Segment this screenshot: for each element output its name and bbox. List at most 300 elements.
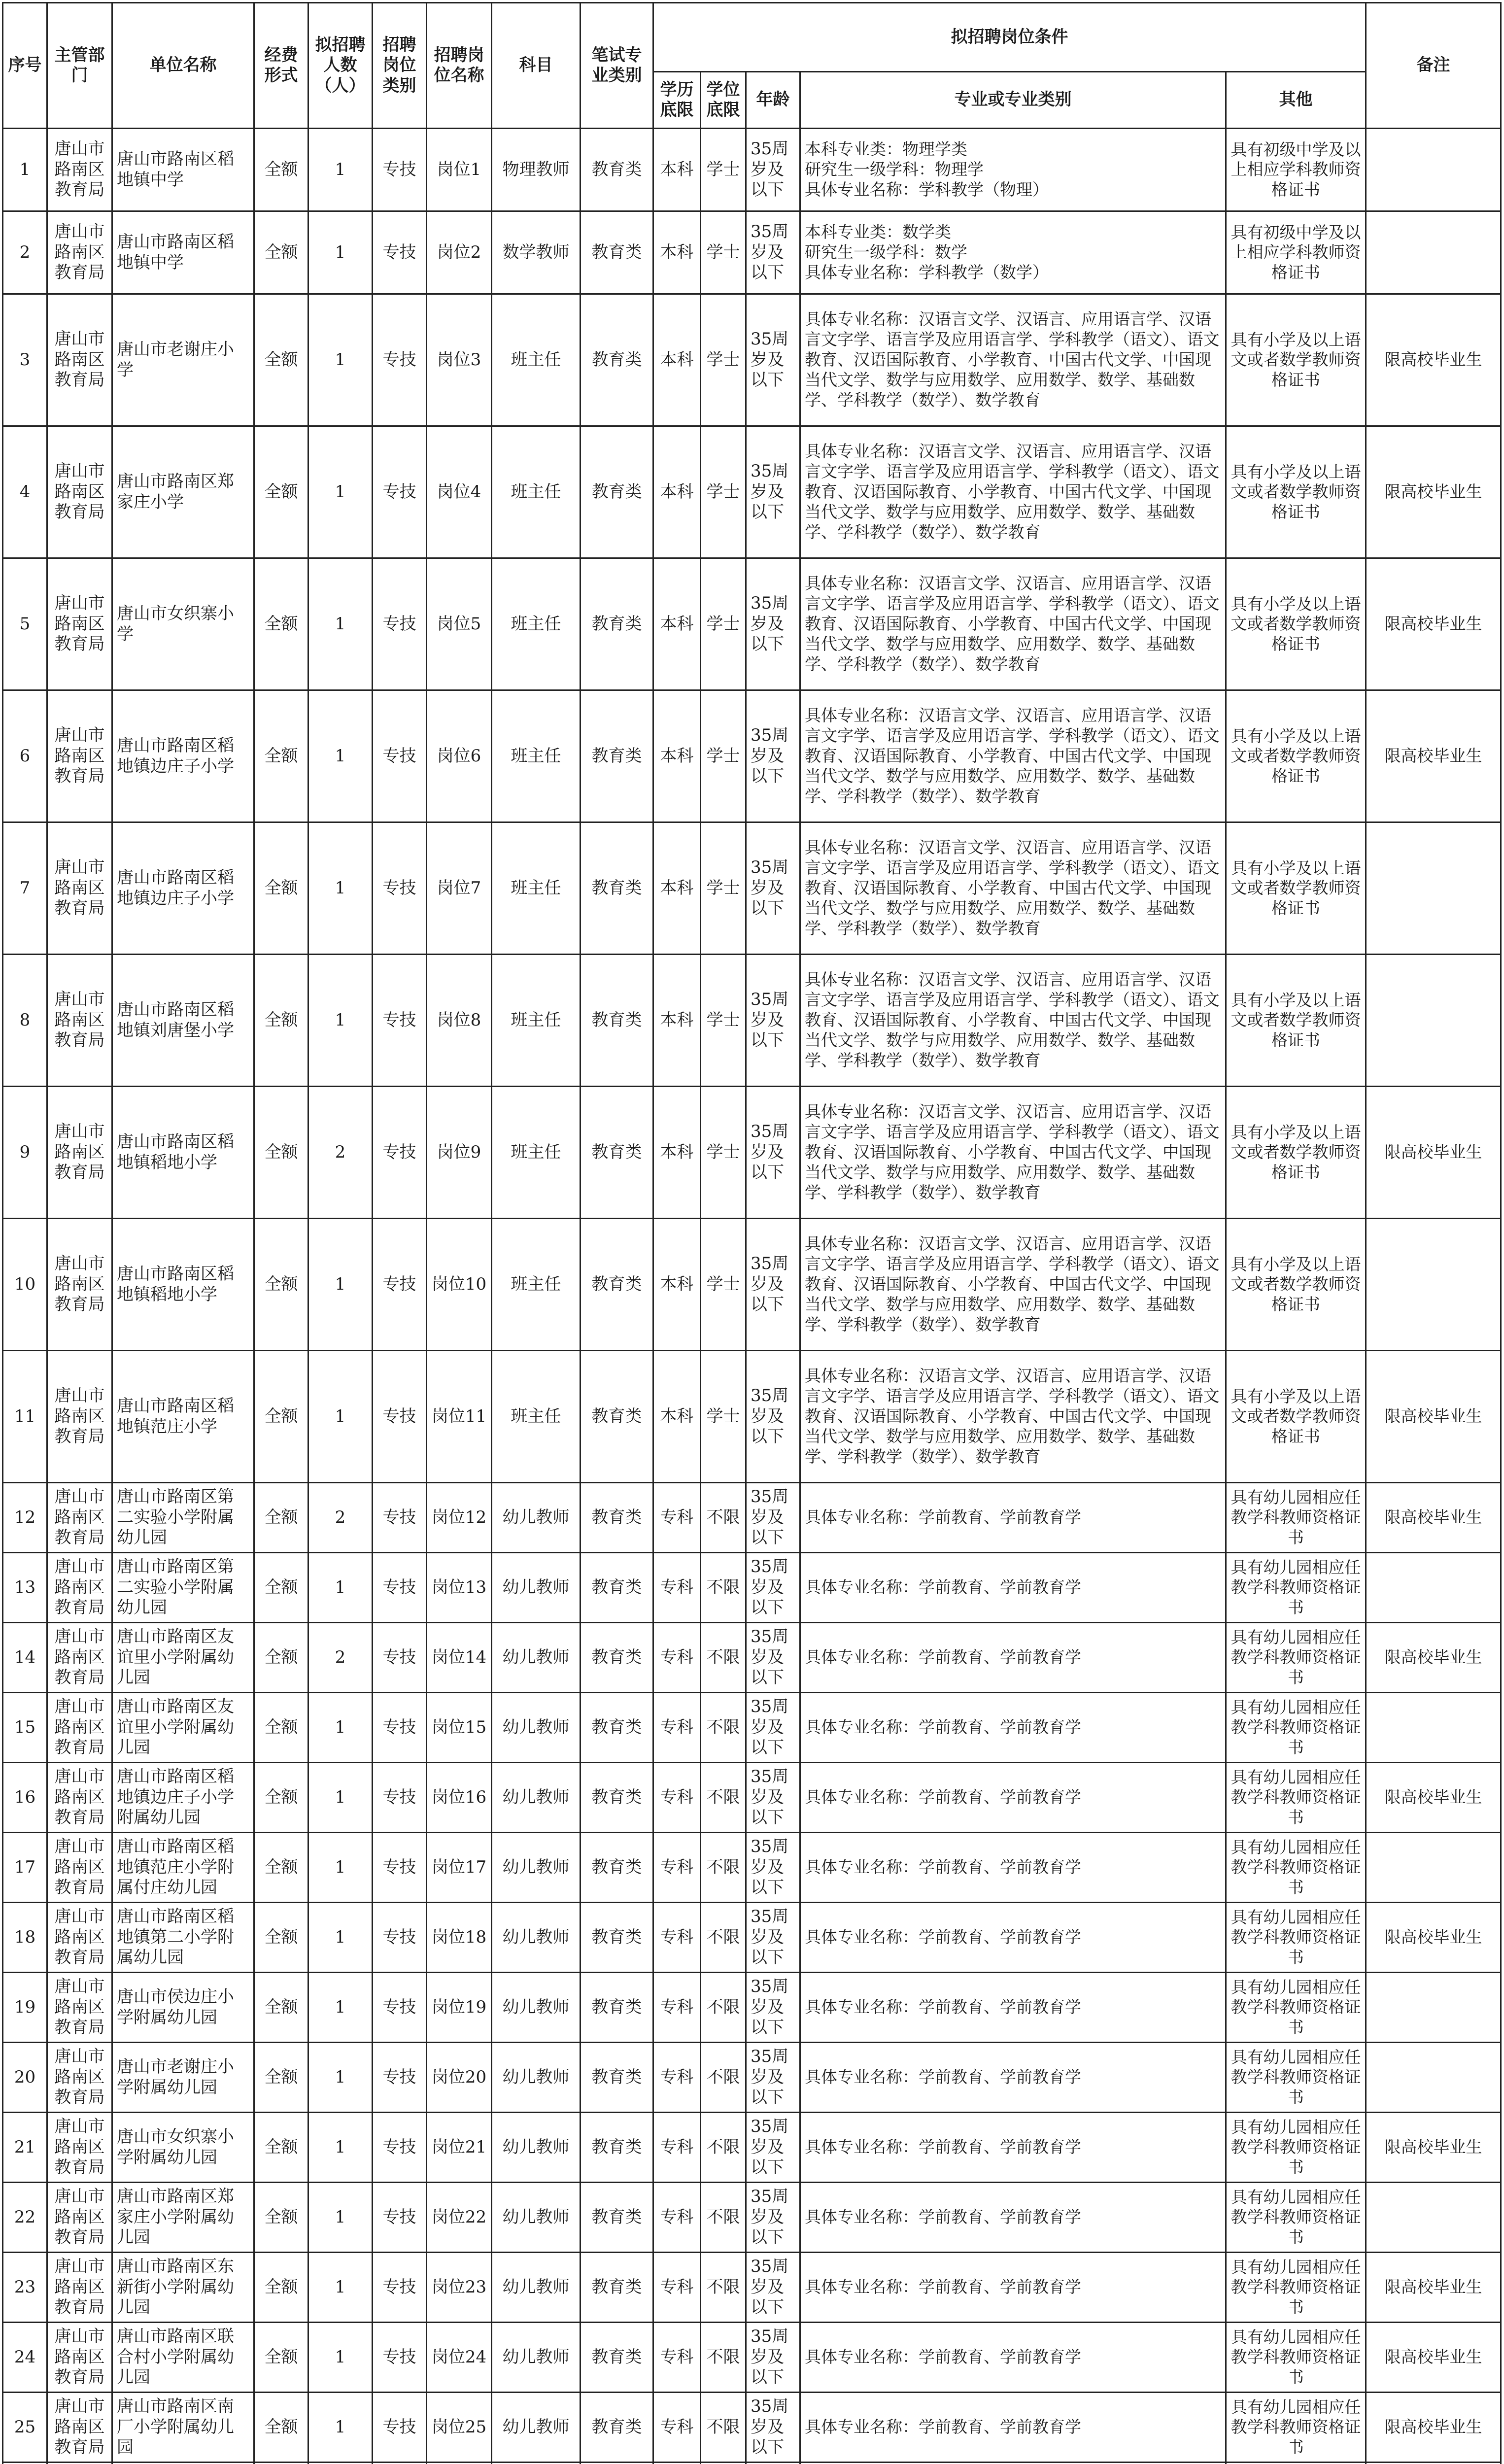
cell-seq: 9 <box>3 1087 47 1219</box>
cell-type: 专技 <box>373 1973 427 2043</box>
cell-degree: 不限 <box>701 1903 746 1973</box>
cell-subject: 数学教师 <box>492 211 581 294</box>
cell-major: 具体专业名称：汉语言文学、汉语言、应用语言学、汉语言文字学、语言学及应用语言学、学科教学（语文）、语文教育、汉语国际教育、小学教育、中国古代文学、中国现当代文学、数学与应用数学、应用数学、数学、基础数学、学科教学（数学）、数学教育 <box>800 822 1226 955</box>
cell-count: 2 <box>308 1483 373 1553</box>
cell-degree: 不限 <box>701 2183 746 2253</box>
cell-remark: 限高校毕业生 <box>1366 2393 1501 2463</box>
cell-dept: 唐山市路南区教育局 <box>47 558 112 690</box>
cell-subject: 班主任 <box>492 690 581 822</box>
header-edu: 学历底限 <box>653 72 701 129</box>
cell-seq: 4 <box>3 426 47 558</box>
cell-major: 具体专业名称：学前教育、学前教育学 <box>800 1903 1226 1973</box>
cell-unit: 唐山市路南区东新街小学附属幼儿园 <box>112 2253 254 2323</box>
table-row <box>3 1553 1501 1623</box>
cell-fund: 全额 <box>254 822 308 955</box>
cell-degree: 不限 <box>701 2113 746 2183</box>
cell-exam: 教育类 <box>581 2253 653 2323</box>
cell-subject <box>492 2463 581 2464</box>
cell-remark: 限高校毕业生 <box>1366 2323 1501 2393</box>
cell-remark: 限高校毕业生 <box>1366 2253 1501 2323</box>
cell-type: 专技 <box>373 211 427 294</box>
cell-unit: 唐山市路南区友谊里小学附属幼儿园 <box>112 1623 254 1693</box>
cell-post: 岗位5 <box>427 558 492 690</box>
cell-seq: 11 <box>3 1351 47 1483</box>
cell-other: 具有幼儿园相应任教学科教师资格证书 <box>1226 1903 1366 1973</box>
cell-count: 2 <box>308 1087 373 1219</box>
cell-remark: 限高校毕业生 <box>1366 1903 1501 1973</box>
cell-type: 专技 <box>373 1483 427 1553</box>
cell-degree: 不限 <box>701 1553 746 1623</box>
cell-degree: 不限 <box>701 1833 746 1903</box>
cell-age: 35周岁及以下 <box>746 1351 800 1483</box>
cell-unit: 唐山市路南区稻地镇边庄子小学 <box>112 690 254 822</box>
cell-subject: 幼儿教师 <box>492 2043 581 2113</box>
cell-degree: 不限 <box>701 1693 746 1763</box>
cell-edu: 本科 <box>653 426 701 558</box>
cell-remark: 限高校毕业生 <box>1366 1087 1501 1219</box>
cell-type: 专技 <box>373 1693 427 1763</box>
cell-remark <box>1366 2043 1501 2113</box>
cell-remark <box>1366 1553 1501 1623</box>
cell-exam: 教育类 <box>581 1483 653 1553</box>
cell-other: 具有小学及以上语文或者数学教师资格证书 <box>1226 1087 1366 1219</box>
cell-type: 专技 <box>373 1833 427 1903</box>
cell-edu: 本科 <box>653 955 701 1087</box>
cell-post: 岗位21 <box>427 2113 492 2183</box>
cell-exam: 教育类 <box>581 1763 653 1833</box>
cell-unit: 唐山市路南区稻地镇范庄小学 <box>112 1351 254 1483</box>
table-row <box>3 2043 1501 2113</box>
cell-type: 专技 <box>373 1553 427 1623</box>
cell-post: 岗位8 <box>427 955 492 1087</box>
table-row <box>3 2183 1501 2253</box>
cell-exam: 教育类 <box>581 2323 653 2393</box>
table-row <box>3 1903 1501 1973</box>
cell-count: 1 <box>308 211 373 294</box>
cell-type: 专技 <box>373 1903 427 1973</box>
cell-degree: 不限 <box>701 2253 746 2323</box>
cell-remark <box>1366 211 1501 294</box>
cell-major: 具体专业名称：汉语言文学、汉语言、应用语言学、汉语言文字学、语言学及应用语言学、学科教学（语文）、语文教育、汉语国际教育、小学教育、中国古代文学、中国现当代文学、数学与应用数学、应用数学、数学、基础数学、学科教学（数学）、数学教育 <box>800 558 1226 690</box>
cell-fund: 全额 <box>254 1833 308 1903</box>
cell-exam: 教育类 <box>581 955 653 1087</box>
cell-count: 1 <box>308 2113 373 2183</box>
table-row <box>3 426 1501 558</box>
cell-post: 岗位23 <box>427 2253 492 2323</box>
cell-count: 1 <box>308 1763 373 1833</box>
cell-edu: 本科 <box>653 211 701 294</box>
cell-major: 具体专业名称：学前教育、学前教育学 <box>800 1973 1226 2043</box>
cell-edu: 本科 <box>653 1087 701 1219</box>
cell-type: 专技 <box>373 2043 427 2113</box>
cell-type: 专技 <box>373 1623 427 1693</box>
cell-age: 35周岁及以下 <box>746 1553 800 1623</box>
cell-age: 35周岁及以下 <box>746 2323 800 2393</box>
cell-age: 35周岁及以下 <box>746 2253 800 2323</box>
cell-subject: 幼儿教师 <box>492 2323 581 2393</box>
cell-degree: 学士 <box>701 822 746 955</box>
cell-remark <box>1366 129 1501 211</box>
cell-age: 35周岁及以下 <box>746 822 800 955</box>
cell-major: 具体专业名称：汉语言文学、汉语言、应用语言学、汉语言文字学、语言学及应用语言学、学科教学（语文）、语文教育、汉语国际教育、小学教育、中国古代文学、中国现当代文学、数学与应用数学、应用数学、数学、基础数学、学科教学（数学）、数学教育 <box>800 426 1226 558</box>
cell-exam: 教育类 <box>581 1219 653 1351</box>
cell-other: 具有小学及以上语文或者数学教师资格证书 <box>1226 294 1366 426</box>
cell-exam: 教育类 <box>581 2113 653 2183</box>
cell-dept: 唐山市路南区教育局 <box>47 1623 112 1693</box>
cell-subject: 幼儿教师 <box>492 1973 581 2043</box>
cell-major <box>800 2463 1226 2464</box>
cell-unit: 唐山市路南区稻地镇第二小学附属幼儿园 <box>112 1903 254 1973</box>
cell-dept: 唐山市路南区教育局 <box>47 129 112 211</box>
cell-age: 35周岁及以下 <box>746 426 800 558</box>
cell-subject: 班主任 <box>492 558 581 690</box>
cell-major: 具体专业名称：学前教育、学前教育学 <box>800 2253 1226 2323</box>
cell-degree: 学士 <box>701 211 746 294</box>
header-degree: 学位底限 <box>701 72 746 129</box>
cell-degree: 学士 <box>701 955 746 1087</box>
cell-dept: 唐山市路南区教育局 <box>47 1553 112 1623</box>
cell-post: 岗位13 <box>427 1553 492 1623</box>
cell-post: 岗位16 <box>427 1763 492 1833</box>
cell-other: 具有幼儿园相应任教学科教师资格证书 <box>1226 2253 1366 2323</box>
cell-unit: 唐山市路南区第二实验小学附属幼儿园 <box>112 1483 254 1553</box>
cell-remark <box>1366 1833 1501 1903</box>
cell-major: 具体专业名称：学前教育、学前教育学 <box>800 2183 1226 2253</box>
cell-fund: 全额 <box>254 1623 308 1693</box>
cell-count: 1 <box>308 1833 373 1903</box>
cell-subject: 班主任 <box>492 1219 581 1351</box>
cell-degree: 学士 <box>701 558 746 690</box>
cell-major: 具体专业名称：学前教育、学前教育学 <box>800 1623 1226 1693</box>
cell-fund <box>254 2463 308 2464</box>
cell-seq: 12 <box>3 1483 47 1553</box>
cell-post: 岗位6 <box>427 690 492 822</box>
cell-count: 1 <box>308 1903 373 1973</box>
cell-dept: 唐山市路南区教育局 <box>47 1903 112 1973</box>
cell-seq: 16 <box>3 1763 47 1833</box>
cell-dept: 唐山市路南区教育局 <box>47 2393 112 2463</box>
cell-count: 1 <box>308 1219 373 1351</box>
cell-subject: 班主任 <box>492 822 581 955</box>
cell-remark <box>1366 955 1501 1087</box>
cell-seq: 23 <box>3 2253 47 2323</box>
cell-count: 1 <box>308 955 373 1087</box>
cell-degree: 学士 <box>701 690 746 822</box>
cell-type: 专技 <box>373 2113 427 2183</box>
cell-subject: 幼儿教师 <box>492 1903 581 1973</box>
table-row <box>3 2393 1501 2463</box>
table-row <box>3 1833 1501 1903</box>
cell-post: 岗位9 <box>427 1087 492 1219</box>
cell-remark <box>1366 2183 1501 2253</box>
table-row <box>3 2463 1501 2464</box>
cell-degree: 不限 <box>701 1763 746 1833</box>
cell-remark: 限高校毕业生 <box>1366 2113 1501 2183</box>
cell-fund: 全额 <box>254 1693 308 1763</box>
cell-age: 35周岁及以下 <box>746 1763 800 1833</box>
cell-subject: 班主任 <box>492 1087 581 1219</box>
cell-other: 具有幼儿园相应任教学科教师资格证书 <box>1226 2183 1366 2253</box>
cell-fund: 全额 <box>254 2253 308 2323</box>
cell-remark <box>1366 2463 1501 2464</box>
cell-major: 具体专业名称：学前教育、学前教育学 <box>800 2113 1226 2183</box>
cell-dept: 唐山市路南区教育局 <box>47 2323 112 2393</box>
cell-seq: 13 <box>3 1553 47 1623</box>
cell-fund: 全额 <box>254 1553 308 1623</box>
cell-fund: 全额 <box>254 426 308 558</box>
cell-other <box>1226 2463 1366 2464</box>
cell-post: 岗位1 <box>427 129 492 211</box>
cell-edu: 专科 <box>653 1763 701 1833</box>
cell-count: 1 <box>308 1553 373 1623</box>
cell-post: 岗位12 <box>427 1483 492 1553</box>
table-row <box>3 690 1501 822</box>
cell-dept: 唐山市路南区教育局 <box>47 1483 112 1553</box>
cell-dept: 唐山市路南区教育局 <box>47 1693 112 1763</box>
cell-other: 具有小学及以上语文或者数学教师资格证书 <box>1226 955 1366 1087</box>
cell-remark <box>1366 822 1501 955</box>
cell-degree: 不限 <box>701 1973 746 2043</box>
cell-exam: 教育类 <box>581 1351 653 1483</box>
cell-major: 具体专业名称：汉语言文学、汉语言、应用语言学、汉语言文字学、语言学及应用语言学、学科教学（语文）、语文教育、汉语国际教育、小学教育、中国古代文学、中国现当代文学、数学与应用数学、应用数学、数学、基础数学、学科教学（数学）、数学教育 <box>800 955 1226 1087</box>
cell-type: 专技 <box>373 1087 427 1219</box>
cell-degree: 不限 <box>701 2393 746 2463</box>
cell-exam: 教育类 <box>581 690 653 822</box>
cell-other: 具有幼儿园相应任教学科教师资格证书 <box>1226 1553 1366 1623</box>
cell-degree <box>701 2463 746 2464</box>
cell-dept: 唐山市路南区教育局 <box>47 822 112 955</box>
cell-edu: 本科 <box>653 558 701 690</box>
cell-unit: 唐山市路南区稻地镇稻地小学 <box>112 1219 254 1351</box>
recruitment-table <box>2 2 1502 2464</box>
cell-fund: 全额 <box>254 1763 308 1833</box>
cell-fund: 全额 <box>254 2393 308 2463</box>
cell-count: 1 <box>308 2323 373 2393</box>
cell-dept: 唐山市路南区教育局 <box>47 1351 112 1483</box>
cell-fund: 全额 <box>254 1219 308 1351</box>
cell-exam: 教育类 <box>581 558 653 690</box>
table-row <box>3 2253 1501 2323</box>
cell-degree: 不限 <box>701 2323 746 2393</box>
cell-seq: 7 <box>3 822 47 955</box>
cell-remark <box>1366 1693 1501 1763</box>
cell-fund: 全额 <box>254 690 308 822</box>
cell-age: 35周岁及以下 <box>746 955 800 1087</box>
cell-subject: 幼儿教师 <box>492 1763 581 1833</box>
cell-post: 岗位2 <box>427 211 492 294</box>
cell-edu: 专科 <box>653 2183 701 2253</box>
cell-seq: 3 <box>3 294 47 426</box>
cell-post: 岗位17 <box>427 1833 492 1903</box>
cell-age: 35周岁及以下 <box>746 2393 800 2463</box>
cell-edu: 专科 <box>653 1623 701 1693</box>
cell-subject: 幼儿教师 <box>492 2393 581 2463</box>
cell-unit: 唐山市路南区稻地镇稻地小学 <box>112 1087 254 1219</box>
cell-subject: 物理教师 <box>492 129 581 211</box>
cell-other: 具有幼儿园相应任教学科教师资格证书 <box>1226 2323 1366 2393</box>
cell-age: 35周岁及以下 <box>746 2043 800 2113</box>
cell-other: 具有幼儿园相应任教学科教师资格证书 <box>1226 2393 1366 2463</box>
cell-fund: 全额 <box>254 294 308 426</box>
table-row <box>3 211 1501 294</box>
cell-seq: 8 <box>3 955 47 1087</box>
cell-dept: 唐山市路南区教育局 <box>47 211 112 294</box>
table-row <box>3 1087 1501 1219</box>
cell-type: 专技 <box>373 1763 427 1833</box>
cell-exam: 教育类 <box>581 1903 653 1973</box>
cell-degree: 学士 <box>701 1219 746 1351</box>
cell-unit: 唐山市路南区稻地镇边庄子小学 <box>112 822 254 955</box>
cell-dept: 唐山市路南区教育局 <box>47 294 112 426</box>
cell-major: 具体专业名称：学前教育、学前教育学 <box>800 1763 1226 1833</box>
cell-seq: 2 <box>3 211 47 294</box>
cell-type: 专技 <box>373 2323 427 2393</box>
cell-remark: 限高校毕业生 <box>1366 1483 1501 1553</box>
cell-unit: 唐山市路南区郑家庄小学 <box>112 426 254 558</box>
cell-post: 岗位18 <box>427 1903 492 1973</box>
cell-unit: 唐山市路南区稻地镇范庄小学附属付庄幼儿园 <box>112 1833 254 1903</box>
header-major: 专业或专业类别 <box>800 72 1226 129</box>
cell-age: 35周岁及以下 <box>746 1623 800 1693</box>
table-row <box>3 1219 1501 1351</box>
cell-dept: 唐山市路南区教育局 <box>47 955 112 1087</box>
cell-major: 具体专业名称：汉语言文学、汉语言、应用语言学、汉语言文字学、语言学及应用语言学、学科教学（语文）、语文教育、汉语国际教育、小学教育、中国古代文学、中国现当代文学、数学与应用数学、应用数学、数学、基础数学、学科教学（数学）、数学教育 <box>800 1219 1226 1351</box>
table-row <box>3 129 1501 211</box>
cell-fund: 全额 <box>254 2043 308 2113</box>
table-row <box>3 822 1501 955</box>
cell-age: 35周岁及以下 <box>746 1973 800 2043</box>
cell-edu: 本科 <box>653 822 701 955</box>
cell-age: 35周岁及以下 <box>746 294 800 426</box>
cell-post: 岗位25 <box>427 2393 492 2463</box>
header-conditions: 拟招聘岗位条件 <box>653 3 1366 72</box>
header-dept: 主管部门 <box>47 3 112 129</box>
cell-age: 35周岁及以下 <box>746 2183 800 2253</box>
cell-edu: 专科 <box>653 1903 701 1973</box>
cell-age: 35周岁及以下 <box>746 1483 800 1553</box>
cell-dept: 唐山市路南区教育局 <box>47 1833 112 1903</box>
cell-unit: 唐山市路南区郑家庄小学附属幼儿园 <box>112 2183 254 2253</box>
cell-subject: 班主任 <box>492 426 581 558</box>
cell-unit: 唐山市路南区联合村小学附属幼儿园 <box>112 2323 254 2393</box>
cell-count: 2 <box>308 1623 373 1693</box>
cell-type: 专技 <box>373 129 427 211</box>
cell-major: 本科专业类：物理学类 研究生一级学科：物理学 具体专业名称：学科教学（物理） <box>800 129 1226 211</box>
cell-fund: 全额 <box>254 1903 308 1973</box>
cell-dept: 唐山市路南区教育局 <box>47 2113 112 2183</box>
cell-remark: 限高校毕业生 <box>1366 690 1501 822</box>
cell-post: 岗位20 <box>427 2043 492 2113</box>
cell-subject: 幼儿教师 <box>492 2183 581 2253</box>
cell-count: 1 <box>308 822 373 955</box>
cell-fund: 全额 <box>254 129 308 211</box>
cell-seq: 19 <box>3 1973 47 2043</box>
cell-unit: 唐山市女织寨小学 <box>112 558 254 690</box>
cell-unit: 唐山市路南区稻地镇刘唐堡小学 <box>112 955 254 1087</box>
cell-degree: 不限 <box>701 2043 746 2113</box>
cell-age: 35周岁及以下 <box>746 211 800 294</box>
cell-exam: 教育类 <box>581 1553 653 1623</box>
cell-age: 35周岁及以下 <box>746 558 800 690</box>
header-unit: 单位名称 <box>112 3 254 129</box>
table-row <box>3 1693 1501 1763</box>
cell-edu: 本科 <box>653 690 701 822</box>
cell-other: 具有幼儿园相应任教学科教师资格证书 <box>1226 1833 1366 1903</box>
cell-dept: 唐山市路南区教育局 <box>47 1763 112 1833</box>
cell-fund: 全额 <box>254 2323 308 2393</box>
cell-dept: 唐山市路南区教育局 <box>47 1087 112 1219</box>
cell-exam: 教育类 <box>581 2043 653 2113</box>
cell-type: 专技 <box>373 1351 427 1483</box>
cell-type: 专技 <box>373 2253 427 2323</box>
cell-post: 岗位24 <box>427 2323 492 2393</box>
cell-seq: 14 <box>3 1623 47 1693</box>
cell-count: 1 <box>308 1693 373 1763</box>
cell-edu: 专科 <box>653 1973 701 2043</box>
cell-exam: 教育类 <box>581 1087 653 1219</box>
cell-unit: 唐山市侯边庄小学附属幼儿园 <box>112 1973 254 2043</box>
cell-other: 具有幼儿园相应任教学科教师资格证书 <box>1226 1483 1366 1553</box>
cell-subject: 幼儿教师 <box>492 1693 581 1763</box>
cell-exam: 教育类 <box>581 211 653 294</box>
header-seq: 序号 <box>3 3 47 129</box>
cell-edu: 本科 <box>653 294 701 426</box>
cell-exam: 教育类 <box>581 2183 653 2253</box>
header-remark: 备注 <box>1366 3 1501 129</box>
cell-other: 具有小学及以上语文或者数学教师资格证书 <box>1226 1219 1366 1351</box>
cell-exam <box>581 2463 653 2464</box>
cell-seq: 1 <box>3 129 47 211</box>
cell-degree: 学士 <box>701 426 746 558</box>
cell-fund: 全额 <box>254 955 308 1087</box>
cell-subject: 幼儿教师 <box>492 1623 581 1693</box>
cell-fund: 全额 <box>254 2113 308 2183</box>
cell-post: 岗位22 <box>427 2183 492 2253</box>
header-exam: 笔试专业类别 <box>581 3 653 129</box>
cell-exam: 教育类 <box>581 129 653 211</box>
table-row <box>3 294 1501 426</box>
cell-unit: 唐山市路南区第二实验小学附属幼儿园 <box>112 1553 254 1623</box>
cell-subject: 班主任 <box>492 294 581 426</box>
cell-seq: 6 <box>3 690 47 822</box>
cell-unit: 唐山市老谢庄小学附属幼儿园 <box>112 2043 254 2113</box>
header-count: 拟招聘人数（人） <box>308 3 373 129</box>
cell-edu: 本科 <box>653 129 701 211</box>
cell-degree: 学士 <box>701 1087 746 1219</box>
cell-remark: 限高校毕业生 <box>1366 294 1501 426</box>
cell-edu <box>653 2463 701 2464</box>
cell-dept: 唐山市路南区教育局 <box>47 1219 112 1351</box>
cell-remark: 限高校毕业生 <box>1366 426 1501 558</box>
cell-major: 具体专业名称：学前教育、学前教育学 <box>800 2043 1226 2113</box>
header-fund: 经费形式 <box>254 3 308 129</box>
cell-edu: 专科 <box>653 1483 701 1553</box>
header-other: 其他 <box>1226 72 1366 129</box>
cell-edu: 专科 <box>653 1833 701 1903</box>
cell-post: 岗位4 <box>427 426 492 558</box>
cell-degree: 不限 <box>701 1483 746 1553</box>
cell-major: 具体专业名称：汉语言文学、汉语言、应用语言学、汉语言文字学、语言学及应用语言学、学科教学（语文）、语文教育、汉语国际教育、小学教育、中国古代文学、中国现当代文学、数学与应用数学、应用数学、数学、基础数学、学科教学（数学）、数学教育 <box>800 294 1226 426</box>
cell-other: 具有幼儿园相应任教学科教师资格证书 <box>1226 1973 1366 2043</box>
cell-type: 专技 <box>373 558 427 690</box>
cell-other: 具有初级中学及以上相应学科教师资格证书 <box>1226 211 1366 294</box>
cell-post: 岗位15 <box>427 1693 492 1763</box>
cell-exam: 教育类 <box>581 1623 653 1693</box>
cell-edu: 专科 <box>653 2323 701 2393</box>
cell-other: 具有小学及以上语文或者数学教师资格证书 <box>1226 426 1366 558</box>
cell-seq: 5 <box>3 558 47 690</box>
cell-seq: 18 <box>3 1903 47 1973</box>
